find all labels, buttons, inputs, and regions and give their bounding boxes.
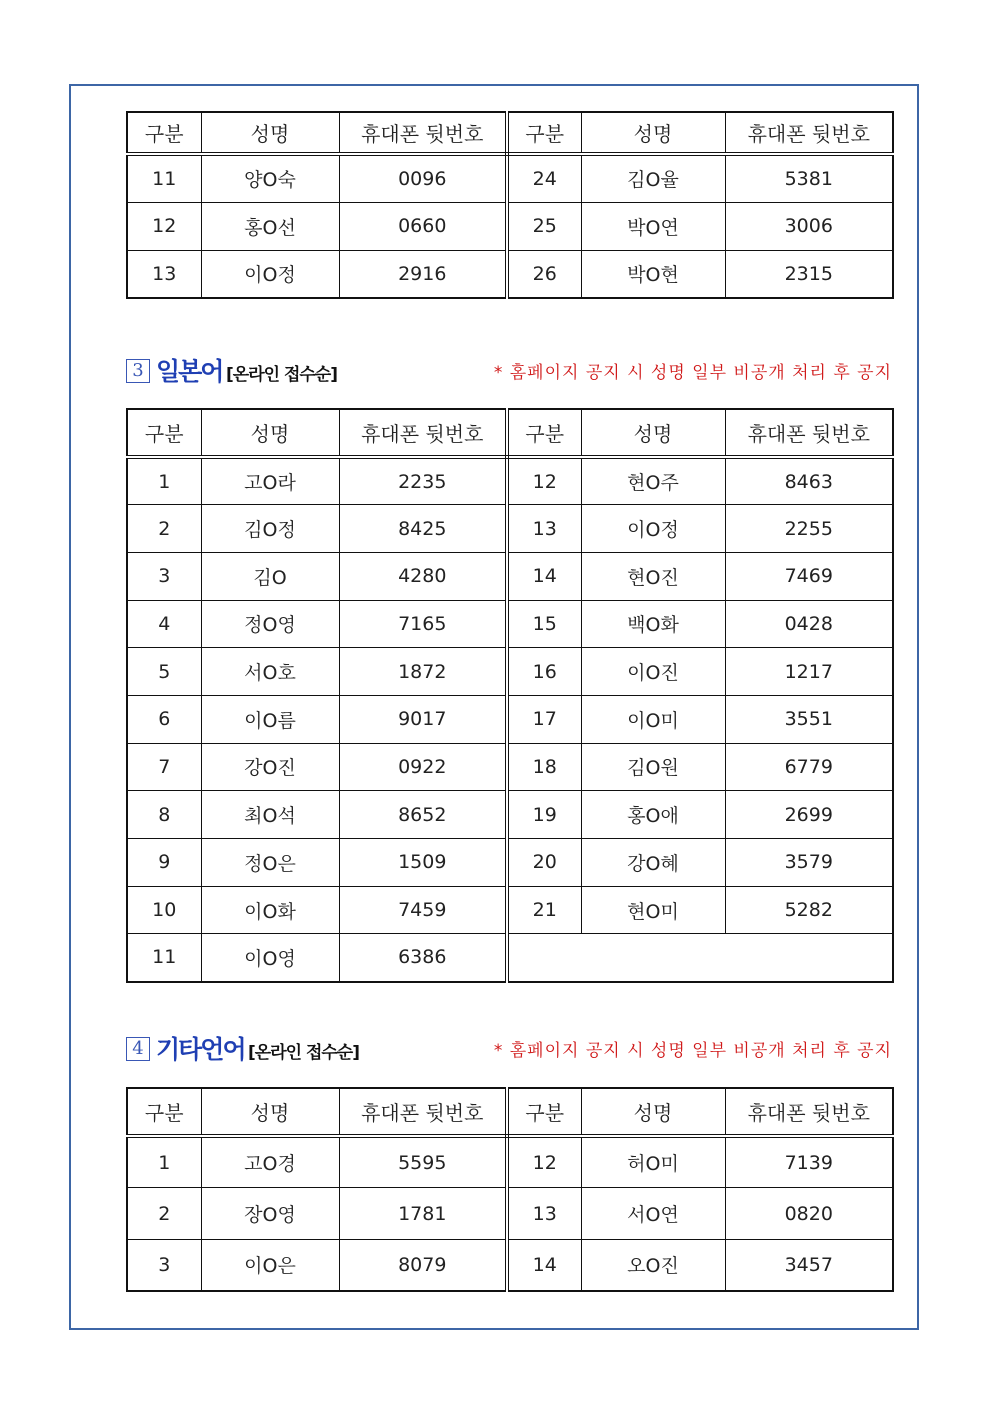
cell-name: 양O숙 <box>201 154 339 202</box>
table-row <box>127 1136 893 1188</box>
col-header-no: 구분 <box>507 1088 581 1136</box>
cell-phone: 4280 <box>339 552 507 600</box>
cell-no: 12 <box>127 202 201 250</box>
cell-name: 고O라 <box>201 457 339 505</box>
cell-phone: 8079 <box>339 1239 507 1291</box>
cell-phone: 6386 <box>339 934 507 982</box>
cell-no: 17 <box>507 695 581 743</box>
section-title: 기타언어 <box>156 1035 245 1064</box>
roster-table-japanese <box>126 408 894 983</box>
cell-name: 강O혜 <box>581 839 725 887</box>
cell-no: 14 <box>507 552 581 600</box>
empty-cell <box>507 934 893 982</box>
cell-no: 14 <box>507 1239 581 1291</box>
col-header-name: 성명 <box>201 409 339 457</box>
col-header-phone: 휴대폰 뒷번호 <box>725 112 893 154</box>
cell-no: 2 <box>127 505 201 553</box>
table-row <box>127 743 893 791</box>
col-header-name: 성명 <box>201 112 339 154</box>
cell-name: 현O미 <box>581 886 725 934</box>
roster-table-continued <box>126 111 894 299</box>
cell-phone: 3006 <box>725 202 893 250</box>
cell-name: 정O영 <box>201 600 339 648</box>
cell-no: 26 <box>507 250 581 298</box>
col-header-phone: 휴대폰 뒷번호 <box>725 409 893 457</box>
cell-phone: 8652 <box>339 791 507 839</box>
cell-phone: 7469 <box>725 552 893 600</box>
table-row <box>127 1188 893 1240</box>
cell-no: 13 <box>507 1188 581 1240</box>
cell-phone: 2255 <box>725 505 893 553</box>
table-row <box>127 457 893 505</box>
cell-name: 허O미 <box>581 1136 725 1188</box>
cell-name: 박O현 <box>581 250 725 298</box>
col-header-phone: 휴대폰 뒷번호 <box>725 1088 893 1136</box>
cell-name: 오O진 <box>581 1239 725 1291</box>
cell-name: 이O진 <box>581 648 725 696</box>
cell-no: 15 <box>507 600 581 648</box>
cell-name: 이O영 <box>201 934 339 982</box>
section-subtitle: [온라인 접수순] <box>248 1043 359 1063</box>
cell-phone: 6779 <box>725 743 893 791</box>
cell-no: 24 <box>507 154 581 202</box>
col-header-no: 구분 <box>507 409 581 457</box>
cell-phone: 5595 <box>339 1136 507 1188</box>
cell-phone: 8425 <box>339 505 507 553</box>
cell-name: 이O은 <box>201 1239 339 1291</box>
section-heading-other-languages <box>126 1034 892 1068</box>
cell-phone: 3551 <box>725 695 893 743</box>
cell-no: 11 <box>127 154 201 202</box>
cell-name: 홍O애 <box>581 791 725 839</box>
cell-name: 김O원 <box>581 743 725 791</box>
cell-no: 3 <box>127 1239 201 1291</box>
col-header-phone: 휴대폰 뒷번호 <box>339 1088 507 1136</box>
table-row <box>127 202 893 250</box>
cell-no: 1 <box>127 1136 201 1188</box>
cell-no: 21 <box>507 886 581 934</box>
cell-no: 4 <box>127 600 201 648</box>
cell-phone: 2235 <box>339 457 507 505</box>
cell-no: 19 <box>507 791 581 839</box>
cell-no: 9 <box>127 839 201 887</box>
cell-phone: 1781 <box>339 1188 507 1240</box>
cell-name: 이O화 <box>201 886 339 934</box>
col-header-phone: 휴대폰 뒷번호 <box>339 112 507 154</box>
cell-phone: 7459 <box>339 886 507 934</box>
cell-phone: 1217 <box>725 648 893 696</box>
table-row <box>127 791 893 839</box>
cell-phone: 8463 <box>725 457 893 505</box>
cell-name: 이O정 <box>201 250 339 298</box>
cell-no: 12 <box>507 457 581 505</box>
cell-phone: 2699 <box>725 791 893 839</box>
cell-no: 25 <box>507 202 581 250</box>
cell-name: 이O정 <box>581 505 725 553</box>
cell-name: 현O진 <box>581 552 725 600</box>
table-header-row <box>127 1088 893 1136</box>
cell-phone: 0660 <box>339 202 507 250</box>
col-header-no: 구분 <box>127 409 201 457</box>
cell-no: 12 <box>507 1136 581 1188</box>
roster-table-other-languages <box>126 1087 894 1292</box>
cell-name: 백O화 <box>581 600 725 648</box>
cell-phone: 5381 <box>725 154 893 202</box>
cell-phone: 1872 <box>339 648 507 696</box>
table-row <box>127 600 893 648</box>
cell-phone: 7165 <box>339 600 507 648</box>
table-row <box>127 250 893 298</box>
cell-no: 18 <box>507 743 581 791</box>
cell-phone: 3457 <box>725 1239 893 1291</box>
cell-no: 8 <box>127 791 201 839</box>
cell-no: 3 <box>127 552 201 600</box>
section-heading-japanese <box>126 356 892 390</box>
cell-no: 6 <box>127 695 201 743</box>
table-row <box>127 648 893 696</box>
table-header-row <box>127 112 893 154</box>
table-row <box>127 886 893 934</box>
col-header-name: 성명 <box>581 1088 725 1136</box>
cell-phone: 0428 <box>725 600 893 648</box>
table-header-row <box>127 409 893 457</box>
cell-name: 강O진 <box>201 743 339 791</box>
cell-name: 홍O선 <box>201 202 339 250</box>
cell-name: 이O미 <box>581 695 725 743</box>
cell-phone: 2315 <box>725 250 893 298</box>
cell-no: 13 <box>507 505 581 553</box>
cell-no: 2 <box>127 1188 201 1240</box>
cell-no: 7 <box>127 743 201 791</box>
cell-phone: 0820 <box>725 1188 893 1240</box>
cell-phone: 5282 <box>725 886 893 934</box>
cell-name: 서O연 <box>581 1188 725 1240</box>
section-subtitle: [온라인 접수순] <box>226 365 337 385</box>
privacy-note: * 홈페이지 공지 시 성명 일부 비공개 처리 후 공지 <box>493 1041 892 1061</box>
cell-no: 10 <box>127 886 201 934</box>
cell-name: 김O정 <box>201 505 339 553</box>
table-row <box>127 1239 893 1291</box>
col-header-no: 구분 <box>507 112 581 154</box>
cell-phone: 3579 <box>725 839 893 887</box>
cell-no: 11 <box>127 934 201 982</box>
cell-name: 고O경 <box>201 1136 339 1188</box>
col-header-no: 구분 <box>127 112 201 154</box>
cell-name: 최O석 <box>201 791 339 839</box>
section-number: 3 <box>126 359 150 383</box>
col-header-name: 성명 <box>581 112 725 154</box>
section-number: 4 <box>126 1037 150 1061</box>
cell-name: 정O은 <box>201 839 339 887</box>
cell-phone: 2916 <box>339 250 507 298</box>
cell-name: 장O영 <box>201 1188 339 1240</box>
cell-phone: 9017 <box>339 695 507 743</box>
cell-phone: 0096 <box>339 154 507 202</box>
privacy-note: * 홈페이지 공지 시 성명 일부 비공개 처리 후 공지 <box>493 363 892 383</box>
cell-name: 현O주 <box>581 457 725 505</box>
cell-phone: 7139 <box>725 1136 893 1188</box>
cell-no: 1 <box>127 457 201 505</box>
table-row <box>127 552 893 600</box>
table-row <box>127 154 893 202</box>
cell-name: 김O율 <box>581 154 725 202</box>
col-header-phone: 휴대폰 뒷번호 <box>339 409 507 457</box>
col-header-name: 성명 <box>201 1088 339 1136</box>
col-header-no: 구분 <box>127 1088 201 1136</box>
cell-phone: 1509 <box>339 839 507 887</box>
cell-name: 이O름 <box>201 695 339 743</box>
cell-name: 박O연 <box>581 202 725 250</box>
section-title: 일본어 <box>156 357 223 386</box>
cell-no: 5 <box>127 648 201 696</box>
cell-no: 13 <box>127 250 201 298</box>
cell-name: 서O호 <box>201 648 339 696</box>
cell-no: 20 <box>507 839 581 887</box>
cell-phone: 0922 <box>339 743 507 791</box>
table-row <box>127 695 893 743</box>
table-row <box>127 934 893 982</box>
table-row <box>127 505 893 553</box>
col-header-name: 성명 <box>581 409 725 457</box>
cell-name: 김O <box>201 552 339 600</box>
cell-no: 16 <box>507 648 581 696</box>
table-row <box>127 839 893 887</box>
